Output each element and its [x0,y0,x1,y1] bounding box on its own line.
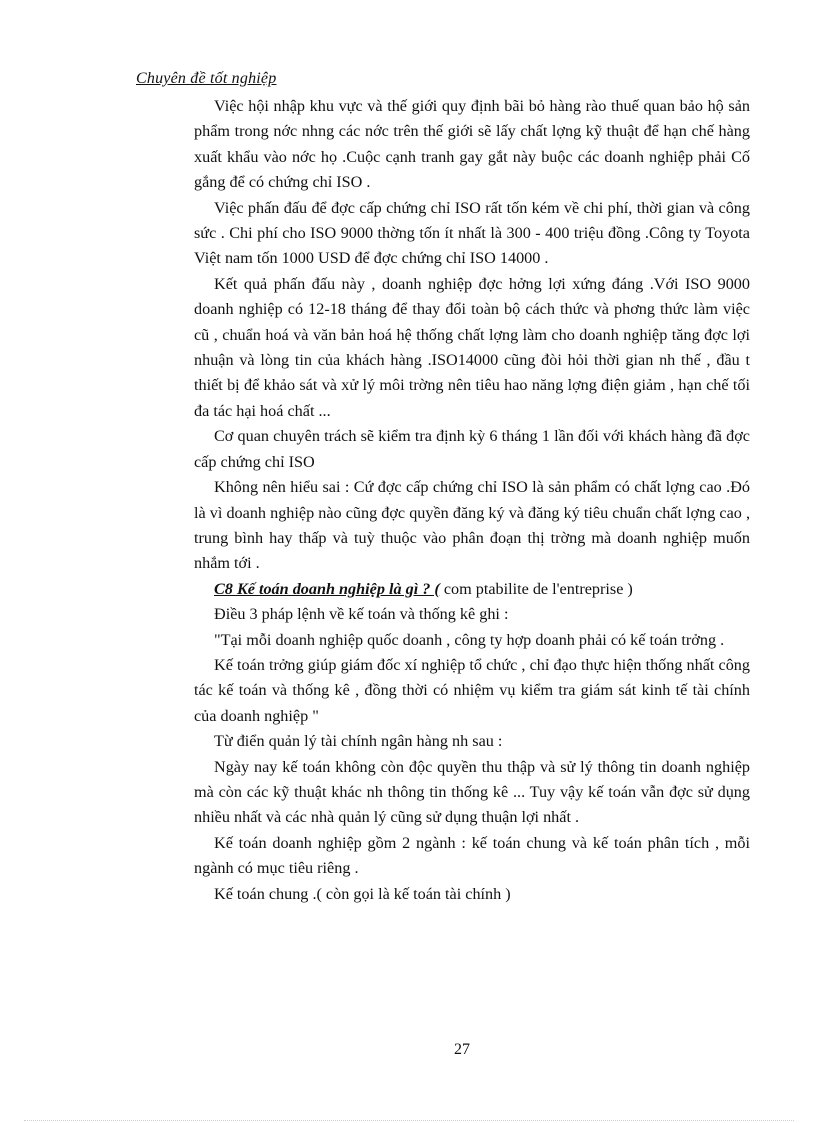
paragraph: Kế toán doanh nghiệp gồm 2 ngành : kế toán chung và kế toán phân tích , mỗi ngành có mục tiêu riêng . [194,833,750,878]
paragraph: Kế toán trởng giúp giám đốc xí nghiệp tổ chức , chỉ đạo thực hiện thống nhất công tác kế toán và thống kê , đồng thời có nhiệm vụ kiểm tra giám sát kinh tế tài chính của doanh nghiệp " [194,655,750,725]
paragraph: Điều 3 pháp lệnh về kế toán và thống kê ghi : [214,605,509,624]
paragraph: Ngày nay kế toán không còn độc quyền thu thập và sử lý thông tin doanh nghiệp mà còn các kỹ thuật khác nh thông tin thống kê ... Tuy vậy kế toán vẫn đợc sử dụng nhiều nhất và các nhà quản lý cũng sử dụng thuận lợi nhất . [194,757,750,827]
paragraph: Việc hội nhập khu vực và thế giới quy định bãi bỏ hàng rào thuế quan bảo hộ sản phẩm trong nớc nhng các nớc trên thế giới sẽ lấy chất lợng kỹ thuật để hạn chế hàng xuất khẩu vào nớc họ .Cuộc cạnh tranh gay gắt này buộc các doanh nghiệp phải Cố gắng để có chứng chỉ ISO . [194,97,750,192]
page-number: 27 [454,1041,470,1058]
section-heading-title: C8 Kế toán doanh nghiệp là gì ? ( [214,579,440,598]
paragraph: Kết quả phấn đấu này , doanh nghiệp đợc hởng lợi xứng đáng .Với ISO 9000 doanh nghiệp có 12-18 tháng để thay đổi toàn bộ cách thức và phơng thức làm việc cũ , chuẩn hoá và văn bản hoá hệ thống chất lợng làm cho doanh nghiệp tăng đợc lợi nhuận và lòng tin của khách hàng .ISO14000 cũng đòi hỏi thời gian nh thế , đầu t thiết bị để khảo sát và xử lý môi trờng nên tiêu hao năng lợng điện giảm , hạn chế tối đa tác hại hoá chất ... [194,274,750,420]
paragraph: Từ điển quản lý tài chính ngân hàng nh sau : [214,732,503,751]
section-heading-subtitle: com ptabilite de l'entreprise ) [439,579,633,598]
page-bottom-divider [24,1120,794,1121]
paragraph: Việc phấn đấu để đợc cấp chứng chỉ ISO rất tốn kém về chi phí, thời gian và công sức . Chi phí cho ISO 9000 thờng tốn ít nhất là 300 - 400 triệu đồng .Công ty Toyota Việt nam tốn 1000 USD để đợc chứng chỉ ISO 14000 . [194,198,750,268]
paragraph: Kế toán chung .( còn gọi là kế toán tài chính ) [214,884,511,903]
paragraph: "Tại mỗi doanh nghiệp quốc doanh , công ty hợp doanh phải có kế toán trởng . [214,630,725,649]
document-body [194,94,750,907]
paragraph: Không nên hiểu sai : Cứ đợc cấp chứng chỉ ISO là sản phẩm có chất lợng cao .Đó là vì doanh nghiệp nào cũng đợc quyền đăng ký và đăng ký tiêu chuẩn chất lợng cao , trung bình hay thấp và tuỳ thuộc vào phân đoạn thị trờng mà doanh nghiệp muốn nhắm tới . [194,478,750,573]
paragraph: Cơ quan chuyên trách sẽ kiểm tra định kỳ 6 tháng 1 lần đối với khách hàng đã đợc cấp chứng chỉ ISO [194,427,750,471]
document-header: Chuyên đề tốt nghiệp [136,70,277,87]
section-heading [194,577,750,602]
